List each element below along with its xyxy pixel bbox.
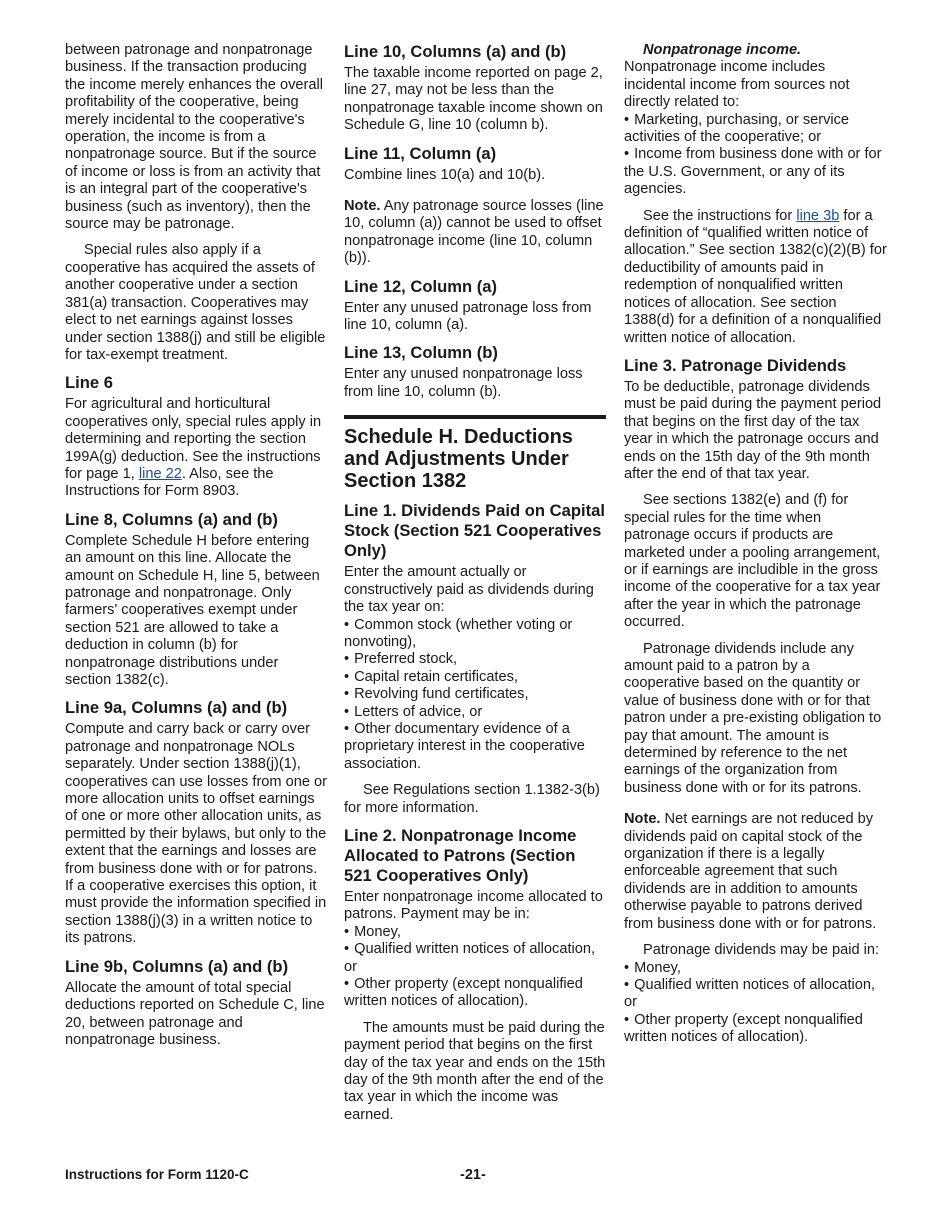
paragraph-payment-period: The amounts must be paid during the payment period that begins on the first day of the tax year and ends on the 15th day of the 9th month after the end of the tax year in which the income was earned. [344,1019,606,1123]
paragraph-nonpatronage-income: Nonpatronage income includes incidental income from sources not directly related to: [624,59,850,111]
paragraph-line-10: The taxable income reported on page 2, line 27, may not be less than the nonpatronage taxable income shown on Schedule G, line 10 (column b). [344,65,603,134]
column-left [65,42,327,1058]
list-item: • Other property (except nonqualified written notices of allocation). [344,976,606,1011]
paragraph-line-6: For agricultural and horticultural cooperatives only, special rules apply in determining and reporting the section 199A(g) deduction. See the instructions for page 1, line 22. Also, see the Instructions for Form 8903. [65,396,322,500]
heading-line-11: Line 11, Column (a) [344,143,497,163]
note-line-10-losses: Note. Any patronage source losses (line 10, column (a)) cannot be used to offset nonpatronage income (line 10, column (b)). [344,198,604,267]
list-item: • Letters of advice, or [344,704,606,721]
link-line-3b[interactable]: line 3b [796,207,840,224]
list-line-2-items [344,924,606,1011]
nonpatronage-income-title: Nonpatronage income. [643,42,802,58]
footer-form-label: Instructions for Form 1120-C [65,1167,249,1182]
paragraph-line-3-definition: Patronage dividends include any amount paid to a patron by a cooperative based on the quantity or value of business done with or for that patron under a pre-existing obligation to pay that amount. The amount is determined by reference to the net earnings of the organization from business done with or for its patrons. [624,640,882,796]
paragraph-line-11: Combine lines 10(a) and 10(b). [344,166,546,183]
list-item: • Money, [344,924,606,941]
paragraph-line-1-intro: Enter the amount actually or constructively paid as dividends during the tax year on: [344,564,594,616]
heading-line-9b: Line 9b, Columns (a) and (b) [65,956,289,976]
paragraph-patronage-source: between patronage and nonpatronage business. If the transaction producing the income merely enhances the overall profitability of the cooperative, being merely incidental to the cooperative's operation, the income is from a nonpatronage source. But if the source of income or loss is from an activity that is an integral part of the cooperative's business (such as inventory), then the source may be patronage. [65,42,323,233]
list-item: • Marketing, purchasing, or service activities of the cooperative; or [624,112,888,147]
heading-schedule-h-line-1: Line 1. Dividends Paid on Capital Stock (Section 521 Cooperatives Only) [344,501,605,561]
heading-schedule-h-line-2: Line 2. Nonpatronage Income Allocated to Patrons (Section 521 Cooperatives Only) [344,825,577,885]
paragraph-line-3-sections: See sections 1382(e) and (f) for special rules for the time when patronage occurs if products are marketed under a pooling arrangement, or if earnings are includible in the gross income of the cooperative for a tax year after the year in which the patronage occurred. [624,492,881,631]
heading-line-8: Line 8, Columns (a) and (b) [65,509,278,529]
paragraph-line-8: Complete Schedule H before entering an amount on this line. Allocate the amount on Schedule H, line 5, between patronage and nonpatronage. Only farmers' cooperatives exempt under section 521 are allowed to take a deduction in column (b) for nonpatronage distributions under section 1382(c). [65,532,320,688]
list-line-1-items [344,617,606,774]
note-net-earnings: Note. Net earnings are not reduced by dividends paid on capital stock of the organization if there is a legally enforceable agreement that such dividends are in addition to amounts otherwise payable to patrons derived from business done with or for patrons. [624,811,877,932]
list-item: • Revolving fund certificates, [344,686,606,703]
heading-line-9a: Line 9a, Columns (a) and (b) [65,698,288,718]
heading-line-10: Line 10, Columns (a) and (b) [344,42,567,61]
list-item: • Common stock (whether voting or nonvoting), [344,617,606,652]
heading-line-12: Line 12, Column (a) [344,276,498,296]
list-item: • Other documentary evidence of a proprietary interest in the cooperative association. [344,721,606,773]
list-item: • Other property (except nonqualified written notices of allocation). [624,1012,888,1047]
column-middle [344,42,606,1133]
list-nonpatronage-items [624,112,888,199]
list-item: • Qualified written notices of allocation, or [624,977,888,1012]
paragraph-line-9a: Compute and carry back or carry over patronage and nonpatronage NOLs separately. Under section 1388(j)(1), cooperatives can use losses from one or more allocation units to offset earnings of one or more other allocation units, as permitted by their bylaws, but only to the extent that the earnings and losses are from business done with or for patrons. If a cooperative exercises this option, it must provide the information specified in section 1388(j)(3) in a written notice to its patrons. [65,721,328,947]
paragraph-line-12: Enter any unused patronage loss from line 10, column (a). [344,299,592,334]
list-item: • Income from business done with or for the U.S. Government, or any of its agencies. [624,146,888,198]
schedule-h-title: Schedule H. Deductions and Adjustments Under Section 1382 [344,415,606,492]
list-item: • Capital retain certificates, [344,669,606,686]
list-item: • Qualified written notices of allocation, or [344,941,606,976]
list-item: • Money, [624,960,888,977]
paragraph-line-3-deductible: To be deductible, patronage dividends must be paid during the payment period that begins on the first day of the tax year in which the patronage occurs and ends on the 15th day of the 9th month after the end of that tax year. [624,378,882,482]
heading-schedule-h-line-3: Line 3. Patronage Dividends [624,355,847,375]
heading-line-6: Line 6 [65,373,113,393]
paragraph-line-3-paid-in: Patronage dividends may be paid in: [643,942,880,959]
paragraph-regulations-ref: See Regulations section 1.1382-3(b) for more information. [344,782,600,816]
heading-line-13: Line 13, Column (b) [344,343,498,363]
column-right [624,42,888,1056]
paragraph-line-13: Enter any unused nonpatronage loss from line 10, column (b). [344,366,583,400]
paragraph-line-2-intro: Enter nonpatronage income allocated to patrons. Payment may be in: [344,888,603,923]
list-line-3-items [624,960,888,1047]
paragraph-line-9b: Allocate the amount of total special deductions reported on Schedule C, line 20, between patronage and nonpatronage business. [65,979,325,1048]
link-line-22[interactable]: line 22 [138,465,182,482]
paragraph-see-line-3b: See the instructions for line 3b for a definition of “qualified written notice of allocation.” See section 1382(c)(2)(B) for deductibility of amounts paid in redemption of nonqualified written notices of allocation. See section 1388(d) for a definition of a nonqualified written notice of allocation. [624,207,887,346]
paragraph-special-rules: Special rules also apply if a cooperative has acquired the assets of another cooperative under a section 381(a) transaction. Cooperatives may elect to net earnings against losses under section 1388(j) and still be eligible for tax-exempt treatment. [65,242,326,363]
list-item: • Preferred stock, [344,651,606,668]
footer-page-number: -21- [460,1167,486,1183]
